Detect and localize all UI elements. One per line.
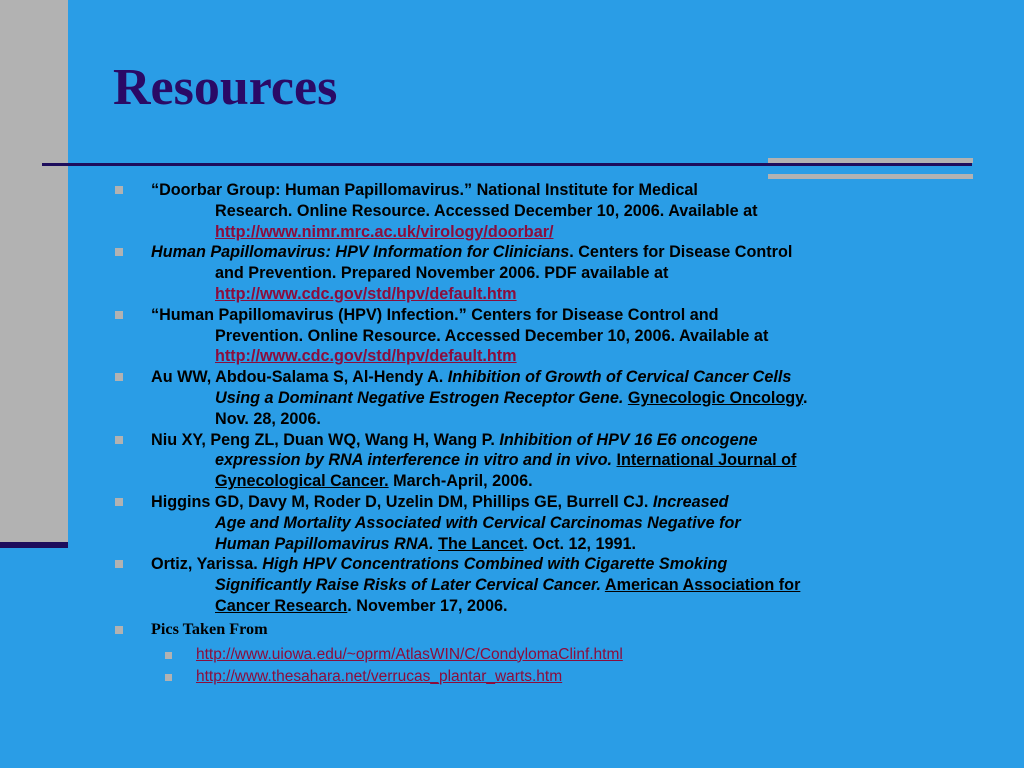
- article-title: Human Papillomavirus RNA.: [215, 534, 434, 553]
- reference-text: Au WW, Abdou-Salama S, Al-Hendy A.: [151, 368, 448, 387]
- reference-text: . November 17, 2006.: [347, 596, 508, 615]
- reference-line: [151, 492, 963, 513]
- pics-link-item: [151, 644, 963, 666]
- reference-item: [113, 492, 963, 554]
- divider-accent-top: [768, 158, 973, 163]
- reference-text: . Centers for Disease Control: [569, 243, 793, 262]
- journal-title: American Association for: [604, 576, 801, 595]
- reference-line: [151, 346, 963, 367]
- reference-text: . Oct. 12, 1991.: [523, 534, 637, 553]
- pics-label: Pics Taken From: [151, 619, 268, 638]
- reference-text: Ortiz, Yarissa.: [151, 555, 263, 574]
- pics-link[interactable]: http://www.thesahara.net/verrucas_plantar_warts.htm: [196, 667, 563, 685]
- reference-text: .: [802, 388, 808, 407]
- journal-title: International Journal of: [616, 451, 797, 470]
- article-title: Human Papillomavirus: HPV Information for Clinicians: [151, 243, 570, 262]
- reference-item: [113, 554, 963, 616]
- reference-link[interactable]: http://www.cdc.gov/std/hpv/default.htm: [215, 284, 517, 303]
- reference-line: [151, 409, 963, 430]
- reference-item: [113, 242, 963, 304]
- reference-line: [151, 513, 963, 534]
- left-decorative-bar: [0, 0, 68, 546]
- reference-line: [151, 575, 963, 596]
- reference-line: [151, 242, 963, 263]
- reference-line: [151, 201, 963, 222]
- reference-text: Research. Online Resource. Accessed December 10, 2006. Available at: [215, 201, 758, 220]
- reference-line: [151, 326, 963, 347]
- article-title: Significantly Raise Risks of Later Cervical Cancer.: [215, 576, 601, 595]
- left-bar-edge: [0, 542, 68, 548]
- reference-text: Higgins GD, Davy M, Roder D, Uzelin DM, Phillips GE, Burrell CJ.: [151, 492, 653, 511]
- reference-text: Niu XY, Peng ZL, Duan WQ, Wang H, Wang P.: [151, 430, 500, 449]
- reference-line: [151, 180, 963, 201]
- reference-line: [151, 284, 963, 305]
- reference-line: [151, 430, 963, 451]
- journal-title: Gynecological Cancer.: [215, 472, 389, 491]
- title-divider: [42, 163, 972, 166]
- article-title: Age and Mortality Associated with Cervical Carcinomas Negative for: [215, 513, 741, 532]
- article-title: Inhibition of Growth of Cervical Cancer Cells: [447, 368, 792, 387]
- reference-line: [151, 263, 963, 284]
- reference-line: [151, 222, 963, 243]
- reference-text: March-April, 2006.: [388, 472, 533, 491]
- reference-line: [151, 388, 963, 409]
- bullet-icon: [115, 311, 123, 319]
- slide-title: Resources: [113, 59, 338, 116]
- reference-text: “Doorbar Group: Human Papillomavirus.” National Institute for Medical: [151, 181, 698, 199]
- article-title: Inhibition of HPV 16 E6 oncogene: [499, 430, 758, 449]
- article-title: Increased: [652, 492, 729, 511]
- pics-link-item: [151, 666, 963, 688]
- article-title: High HPV Concentrations Combined with Cigarette Smoking: [262, 555, 728, 574]
- reference-item: [113, 305, 963, 367]
- reference-line: [151, 305, 963, 326]
- reference-link[interactable]: http://www.cdc.gov/std/hpv/default.htm: [215, 347, 517, 366]
- article-title: expression by RNA interference in vitro and in vivo.: [215, 451, 612, 470]
- reference-text: Prevention. Online Resource. Accessed December 10, 2006. Available at: [215, 326, 769, 345]
- bullet-icon: [115, 436, 123, 444]
- reference-item: [113, 367, 963, 429]
- reference-list: [113, 180, 963, 688]
- bullet-icon: [115, 498, 123, 506]
- reference-text: “Human Papillomavirus (HPV) Infection.” Centers for Disease Control and: [151, 305, 719, 324]
- journal-title: The Lancet: [438, 534, 524, 553]
- reference-text: and Prevention. Prepared November 2006. PDF available at: [215, 264, 669, 283]
- divider-accent-bottom: [768, 174, 973, 179]
- reference-line: [151, 367, 963, 388]
- reference-link[interactable]: http://www.nimr.mrc.ac.uk/virology/doorbar/: [215, 222, 554, 241]
- pics-section: [113, 619, 963, 688]
- reference-item: [113, 180, 963, 242]
- reference-line: [151, 554, 963, 575]
- bullet-icon: [115, 626, 123, 634]
- reference-line: [151, 471, 963, 492]
- bullet-icon: [115, 186, 123, 194]
- reference-line: [151, 596, 963, 617]
- reference-item: [113, 430, 963, 492]
- reference-line: [151, 450, 963, 471]
- article-title: Using a Dominant Negative Estrogen Receptor Gene.: [215, 388, 624, 407]
- reference-text: Nov. 28, 2006.: [215, 409, 321, 428]
- reference-line: [151, 534, 963, 555]
- bullet-icon: [165, 674, 172, 681]
- bullet-icon: [115, 560, 123, 568]
- journal-title: Gynecologic Oncology: [627, 388, 803, 407]
- journal-title: Cancer Research: [215, 596, 348, 615]
- bullet-icon: [115, 373, 123, 381]
- pics-link[interactable]: http://www.uiowa.edu/~oprm/AtlasWIN/C/CondylomaClinf.html: [196, 645, 623, 663]
- bullet-icon: [115, 248, 123, 256]
- bullet-icon: [165, 652, 172, 659]
